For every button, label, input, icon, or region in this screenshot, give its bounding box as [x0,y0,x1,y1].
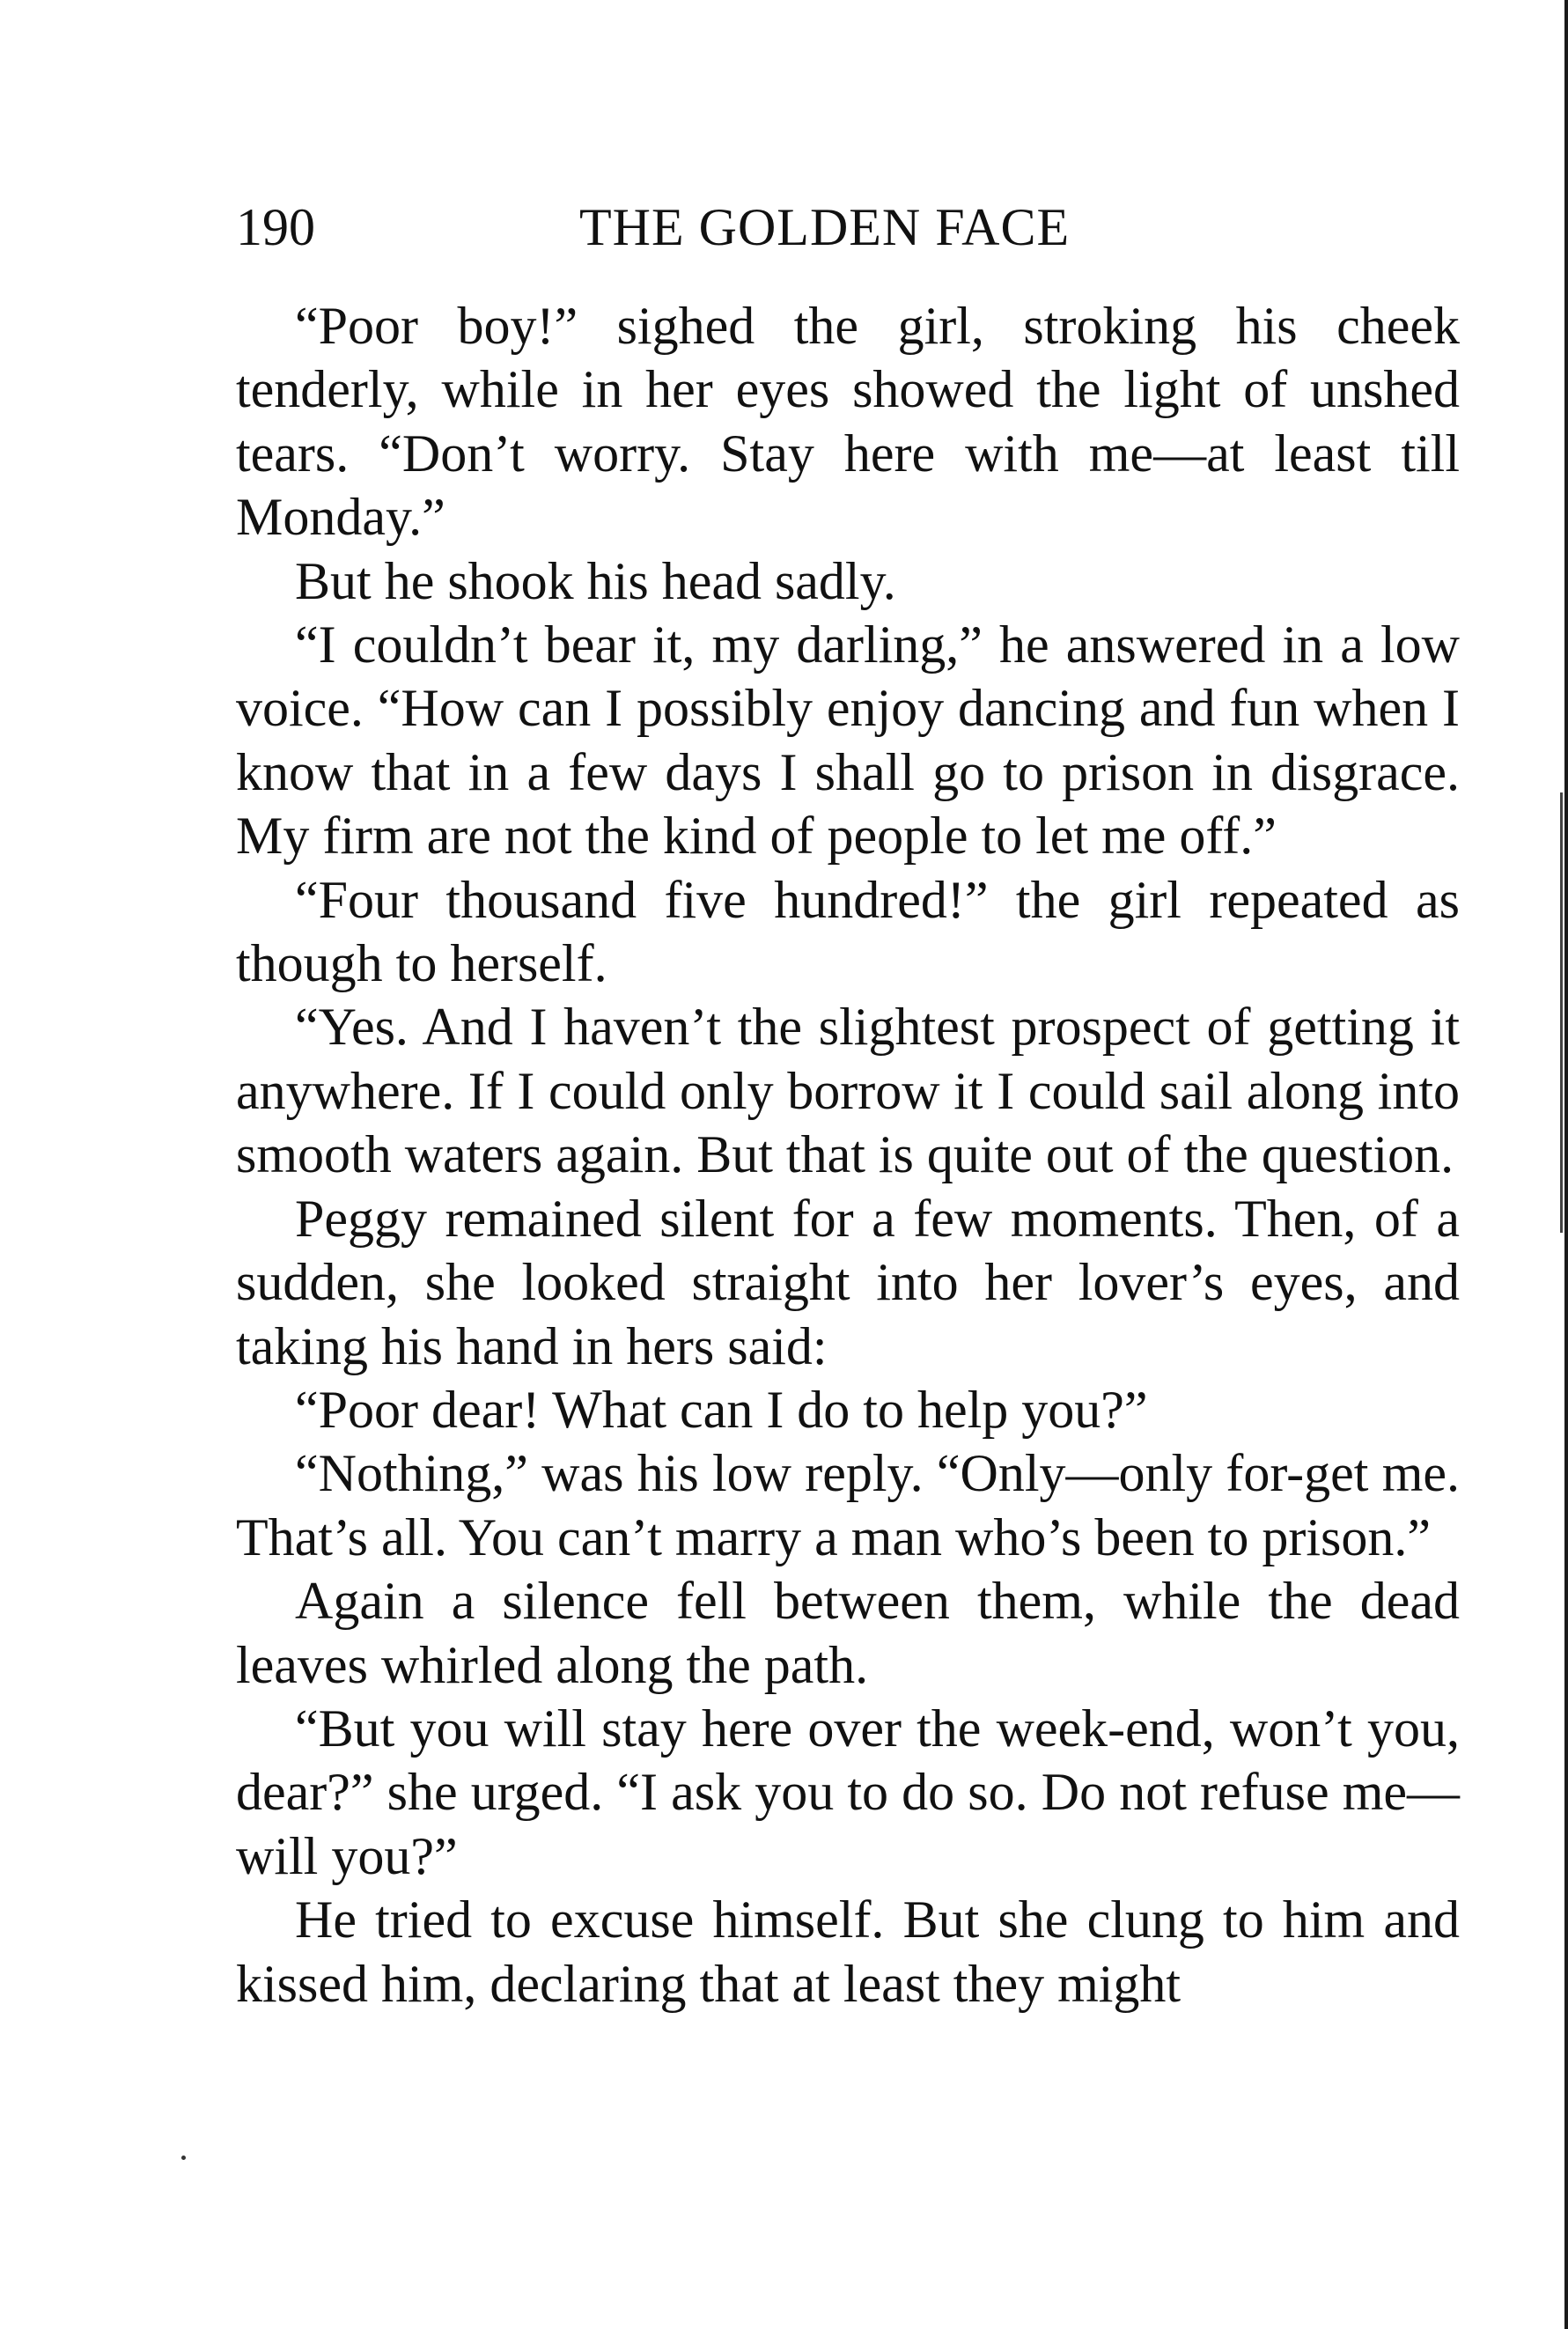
running-title: THE GOLDEN FACE [579,198,1071,256]
paragraph: “But you will stay here over the week-end, won’t you, dear?” she urged. “I ask you to do so. Do not refuse me—will you?” [236,1699,1460,1885]
print-speck [181,2156,186,2160]
paragraph: He tried to excuse himself. But she clung to him and kissed him, declaring that at least they might [236,1890,1460,2013]
paragraph: Again a silence fell between them, while the dead leaves whirled along the path. [236,1572,1460,1694]
paragraph: “Poor boy!” sighed the girl, stroking his cheek tenderly, while in her eyes showed the light of unshed tears. “Don’t worry. Stay here with me—at least till Monday.” [236,297,1460,547]
paragraph: But he shook his head sadly. [295,551,896,610]
paragraph: “Four thousand five hundred!” the girl repeated as though to herself. [236,870,1460,993]
body-text [236,294,1460,2016]
paragraph: “Poor dear! What can I do to help you?” [295,1380,1148,1439]
paragraph: Peggy remained silent for a few moments. Then, of a sudden, she looked straight into her lover’s eyes, and taking his hand in hers said: [236,1189,1460,1375]
paragraph: “Nothing,” was his low reply. “Only—only for-get me. That’s all. You can’t marry a man who’s been to prison.” [236,1444,1460,1566]
page-edge-shadow [1560,792,1563,1233]
page-header [236,192,1460,262]
page-number: 190 [236,198,315,256]
paragraph: “Yes. And I haven’t the slightest prospect of getting it anywhere. If I could only borrow it I could sail along into smooth waters again. But that is quite out of the question. [236,998,1460,1184]
paragraph: “I couldn’t bear it, my darling,” he answered in a low voice. “How can I possibly enjoy dancing and fun when I know that in a few days I shall go to prison in disgrace. My firm are not the kind of people to let me off.” [236,615,1460,866]
page-edge-line [1564,0,1568,2329]
